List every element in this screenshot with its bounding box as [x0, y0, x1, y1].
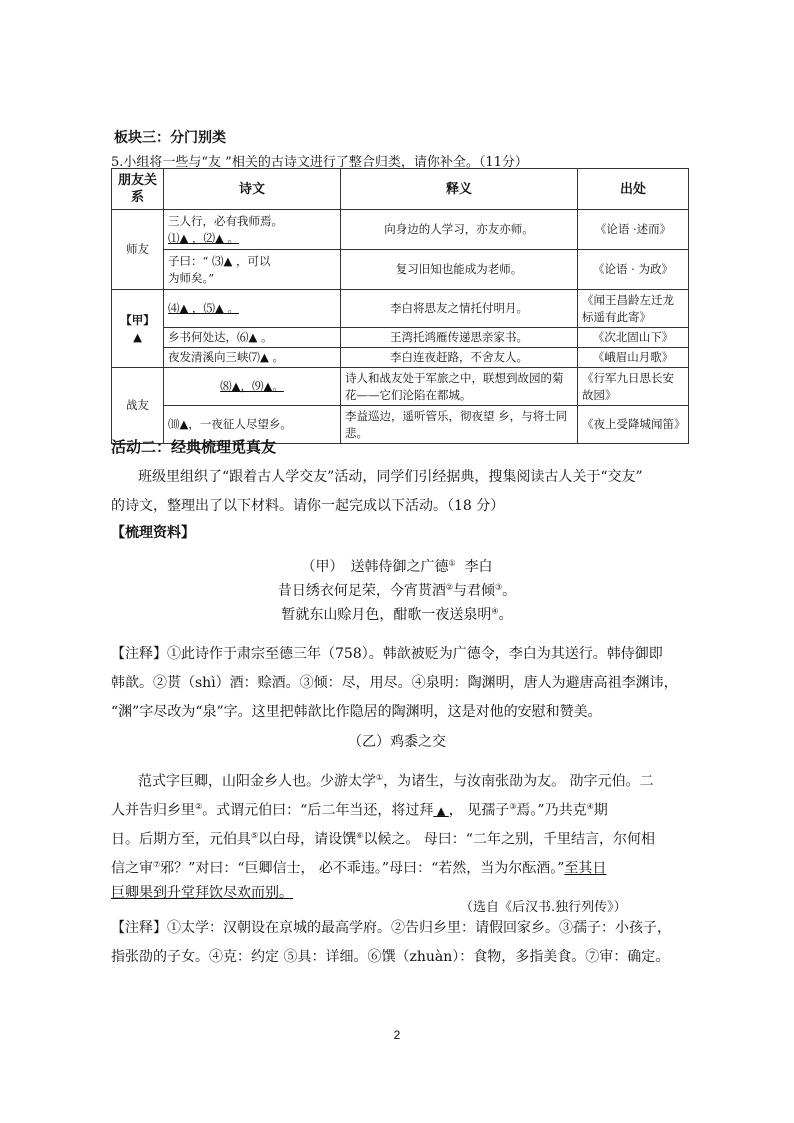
table-row: [112, 368, 689, 406]
poem-cell: 夜发清溪向三峡⑺▲ 。: [164, 348, 341, 368]
meaning-cell: 向身边的人学习，亦友亦师。: [341, 210, 578, 250]
poem-jia-line2: 暂就东山赊月色，酣歌一夜送泉明④。: [281, 606, 513, 623]
page-number: 2: [393, 1028, 401, 1042]
question-5: 5.小组将一些与“友 ”相关的古诗文进行了整合归类，请你补全。（11分）: [111, 155, 528, 170]
header-poem: 诗文: [164, 169, 341, 210]
source-cell: 《峨眉山月歌》: [578, 348, 689, 368]
table-row: [112, 250, 689, 290]
meaning-cell: 王湾托鸿雁传递思亲家书。: [341, 328, 578, 348]
activity2-title: 活动二：经典梳理觅真友: [111, 438, 277, 456]
notes-jia-line3: “渊”字尽改为“泉”字。这里把韩歆比作隐居的陶渊明，这是对他的安慰和赞美。: [111, 704, 602, 720]
activity2-paragraph-line2: 的诗文，整理出了以下材料。请你一起完成以下活动。（18 分）: [111, 498, 505, 514]
header-source: 出处: [578, 169, 689, 210]
poem-cell: ⑽▲，一夜征人尽望乡。: [164, 406, 341, 444]
passage-line2: 人并告归乡里②。式谓元伯曰：“后二年当还，将过拜 ▲ ， 见孺子③焉。”乃共克④期: [111, 802, 608, 819]
notes-yi-line1: 【注释】①太学：汉朝设在京城的最高学府。②告归乡里：请假回家乡。③孺子：小孩子，: [111, 920, 671, 936]
passage-line3: 日。后期方至，元伯具⑤以白母，请设馔⑥以候之。 母曰：“二年之别，千里结言，尔何相: [111, 831, 655, 848]
header-relation: 朋友关系: [112, 169, 164, 210]
source-cell: 《夜上受降城闻笛》: [578, 406, 689, 444]
meaning-cell: 诗人和战友处于军旅之中，联想到故园的菊花——它们沦陷在都城。: [341, 368, 578, 406]
poem-jia-line1: 昔日绣衣何足荣，今宵贳酒②与君倾③。: [277, 582, 517, 599]
notes-yi-line2: 指张劭的子女。④克：约定 ⑤具：详细。⑥馔（zhuàn）：食物，多指美食。⑦审：确定。: [111, 949, 670, 965]
poem-yi-title: （乙）鸡黍之交: [348, 734, 446, 750]
section-title: 板块三：分门别类: [114, 130, 226, 146]
poem-cell: 子曰：“ ⑶▲ ，可以 为师矣。”: [164, 250, 341, 290]
source-cell: 《闻王昌龄左迁龙标遥有此寄》: [578, 290, 689, 328]
notes-jia-line2: 韩歆。②贳（shì）酒：赊酒。③倾：尽，用尽。④泉明：陶渊明，唐人为避唐高祖李渊讳，: [111, 675, 678, 691]
notes-jia-line1: 【注释】①此诗作于肃宗至德三年（758）。韩歆被贬为广德令，李白为其送行。韩侍御即: [111, 646, 663, 662]
poem-jia-title: （甲） 送韩侍御之广德① 李白: [301, 558, 493, 575]
table-row: [112, 328, 689, 348]
group-jia: 【甲】▲: [112, 290, 164, 368]
friend-table: [111, 168, 689, 444]
passage-line1: 范式字巨卿，山阳金乡人也。少游太学①，为诸生，与汝南张劭为友。 劭字元伯。二: [138, 773, 654, 790]
source-cell: 《行军九日思长安故园》: [578, 368, 689, 406]
table-row: [112, 210, 689, 250]
meaning-cell: 李白将思友之情托付明月。: [341, 290, 578, 328]
table-row: [112, 348, 689, 368]
poem-cell: ⑻▲，⑼▲。: [164, 368, 341, 406]
group-war: 战友: [112, 368, 164, 444]
table-row: [112, 290, 689, 328]
meaning-cell: 李白连夜赶路，不舍友人。: [341, 348, 578, 368]
source-cell: 《次北固山下》: [578, 328, 689, 348]
passage-line4: 信之审⑦邪？”对曰：“巨卿信士， 必不乖违。”母曰：“若然，当为尔酝酒。”至其日: [111, 860, 607, 877]
header-meaning: 释义: [341, 169, 578, 210]
source-cell: 《论语 · 为政》: [578, 250, 689, 290]
materials-label: 【梳理资料】: [111, 525, 195, 541]
source-cell: 《论语 ·述而》: [578, 210, 689, 250]
activity2-paragraph-line1: 班级里组织了“跟着古人学交友”活动，同学们引经据典，搜集阅读古人关于“交友”: [138, 469, 643, 485]
passage-line5: 巨卿果到升堂拜饮尽欢而别。: [111, 885, 293, 901]
poem-cell: 乡书何处达，⑹▲ 。: [164, 328, 341, 348]
meaning-cell: 李益巡边，遥听管乐，彻夜望 乡，与将士同悲。: [341, 406, 578, 444]
passage-source: （选自《后汉书.独行列传》）: [460, 900, 627, 915]
group-teacher: 师友: [112, 210, 164, 290]
meaning-cell: 复习旧知也能成为老师。: [341, 250, 578, 290]
poem-cell: ⑷▲ ，⑸▲ 。: [164, 290, 341, 328]
poem-cell: 三人行，必有我师焉。 ⑴▲ ，⑵▲ 。: [164, 210, 341, 250]
